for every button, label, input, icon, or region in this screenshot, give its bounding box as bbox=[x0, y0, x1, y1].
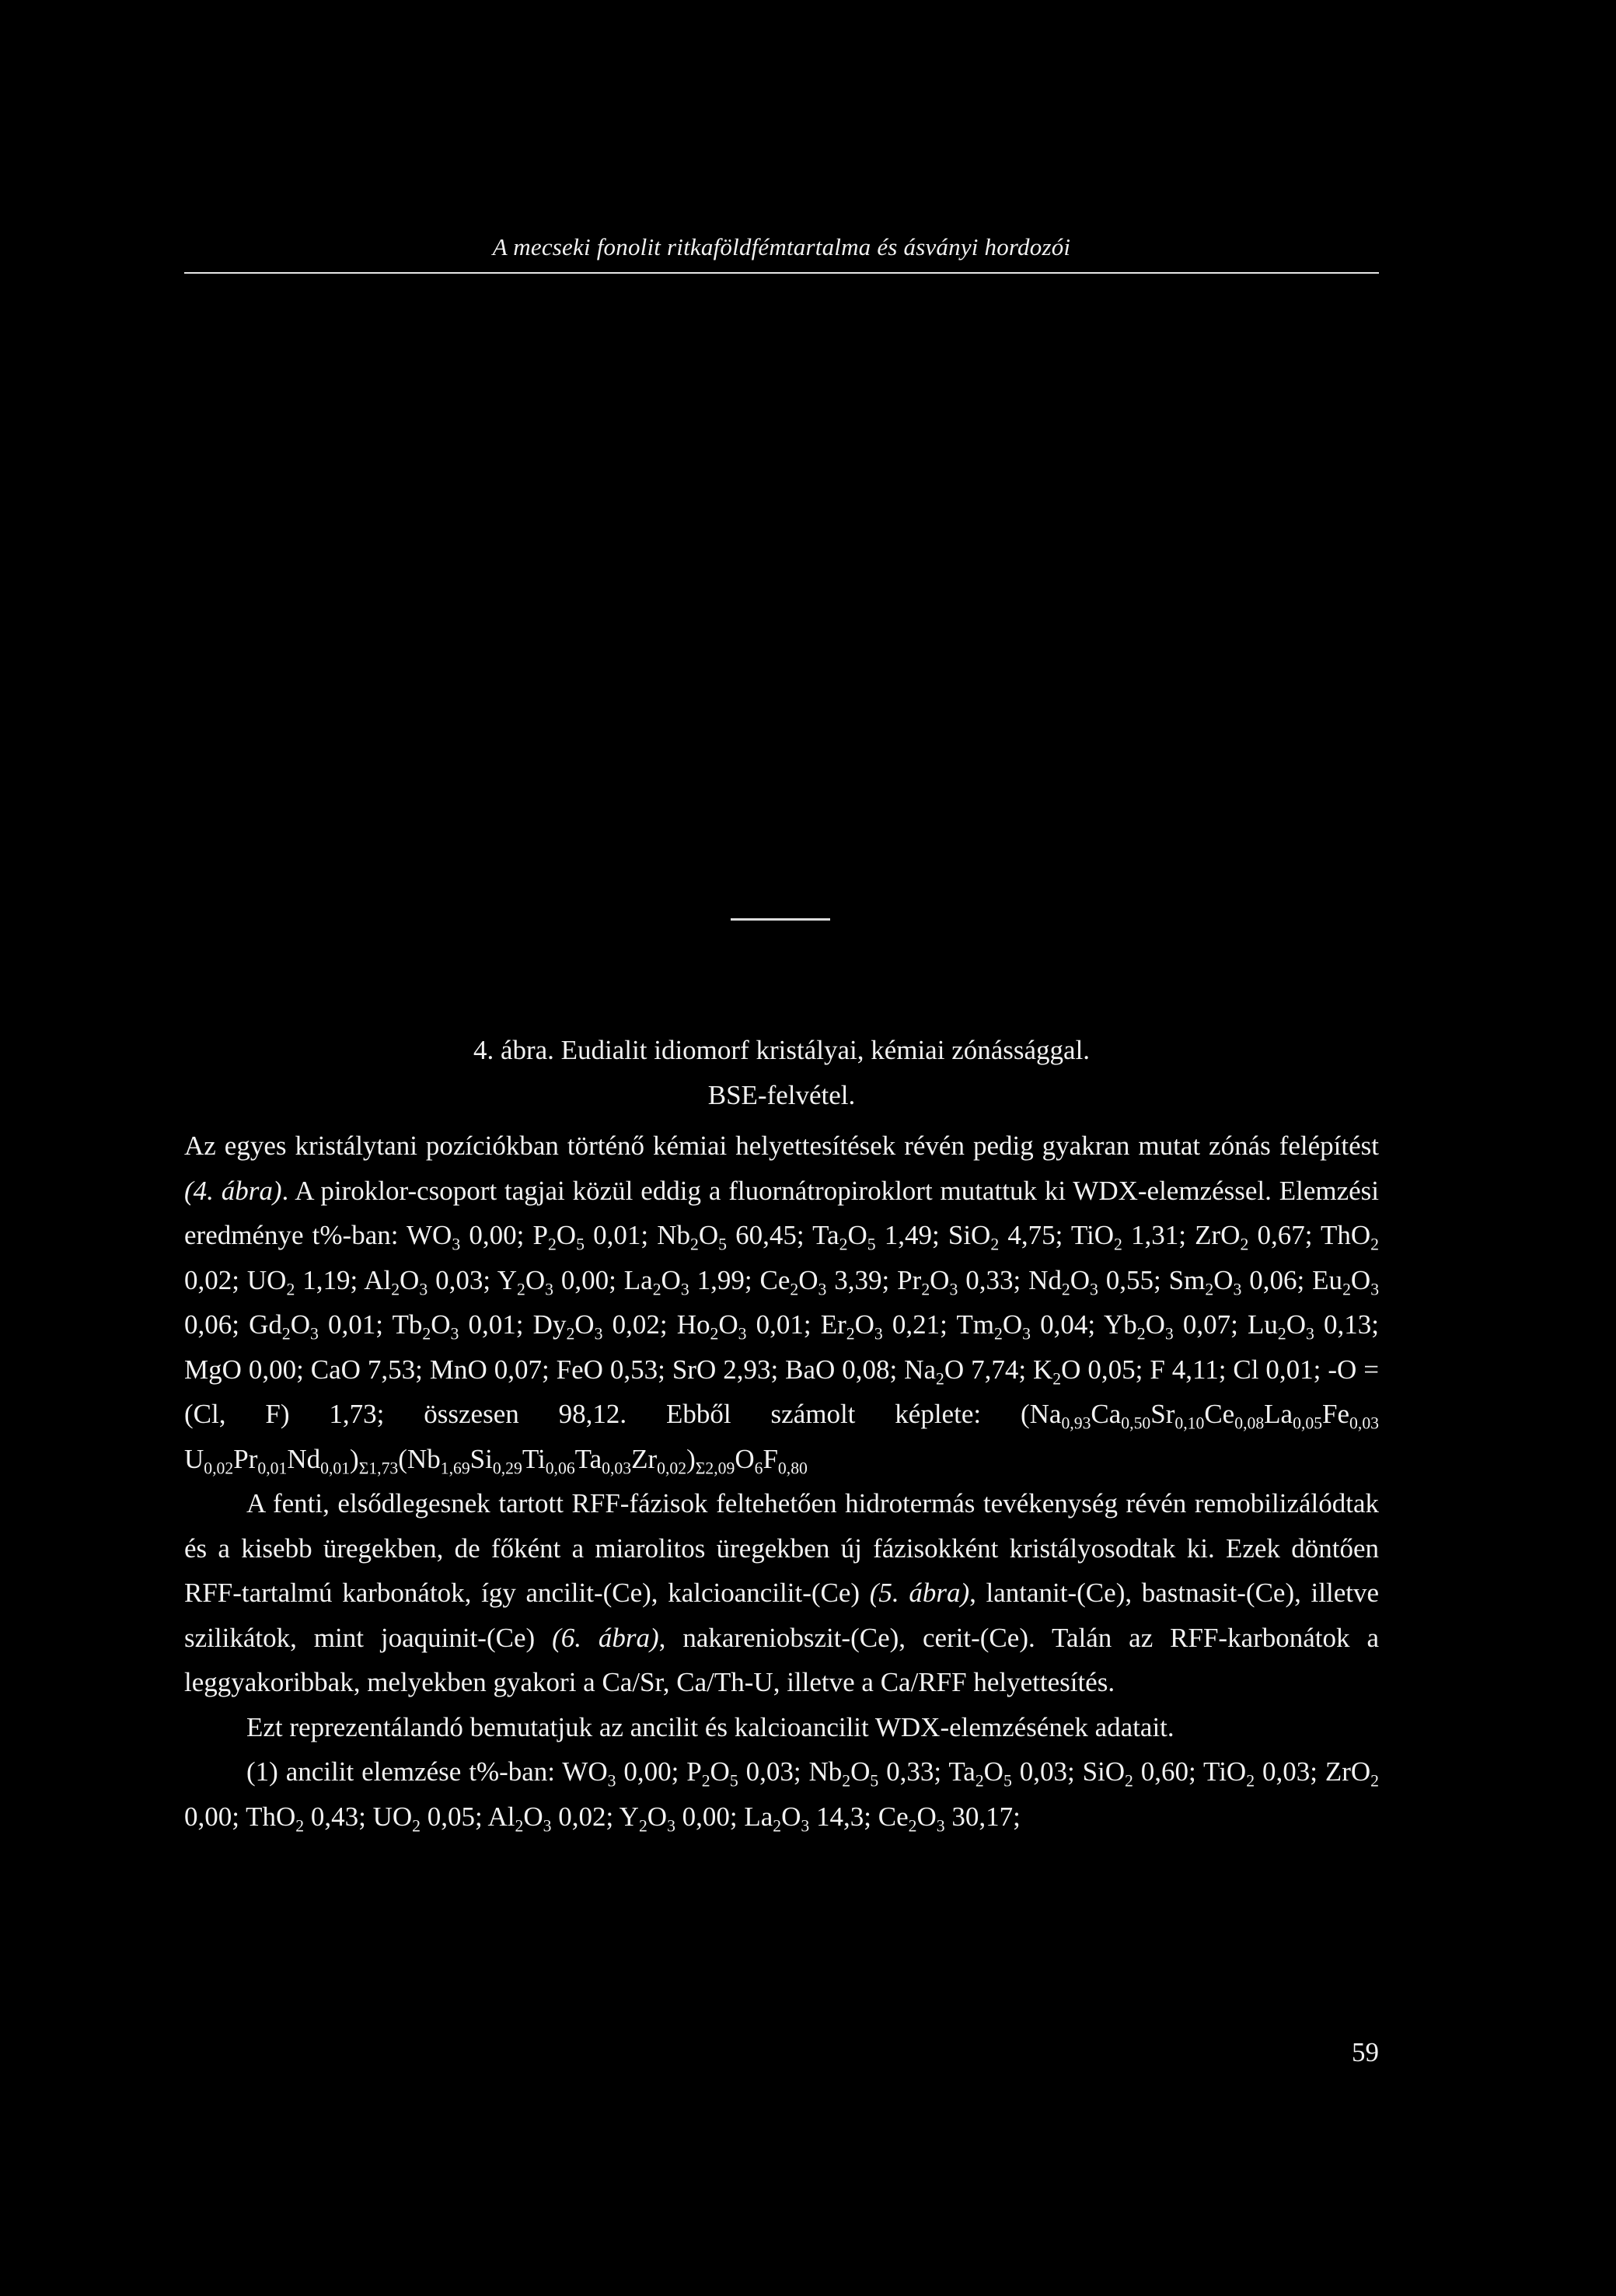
caption-line-2: BSE-felvétel. bbox=[707, 1080, 856, 1110]
article-body bbox=[184, 1124, 1379, 1839]
paragraph-ancilit-analysis: (1) ancilit elemzése t%-ban: $WO_3$ 0,00; $P_2O_5$ 0,03; $Nb_2O_5$ 0,33; $Ta_2O_5$ 0,03; SiO$_2$ 0,60; TiO$_2$ 0,03; ZrO$_2$ 0,00; ThO$_2$ 0,43; $UO_2$ 0,05; $Al_2O_3$ 0,02; $Y_2O_3$ 0,00; $La_2O_3$ 14,3; $Ce_2O_3$ 30,17; bbox=[184, 1756, 1379, 1836]
page-number: 59 bbox=[1352, 2037, 1379, 2067]
figure-ref-6[interactable]: (6. ábra) bbox=[552, 1622, 659, 1653]
figure-caption bbox=[184, 1028, 1379, 1118]
caption-line-1: 4. ábra. Eudialit idiomorf kristályai, kémiai zónássággal. bbox=[473, 1035, 1091, 1065]
paragraph-pyrochlore: Az egyes kristálytani pozíciókban történő kémiai helyettesítések révén pedig gyakran mutat zónás felépítést (4. ábra). A piroklor-csoport tagjai közül eddig a fluornátropiroklort mutattuk ki WDX-elemzéssel. Elemzési eredménye t%-ban: $WO_3$ 0,00; $P_2O_5$ 0,01; $Nb_2O_5$ 60,45; $Ta_2O_5$ 1,49; SiO$_2$ 4,75; TiO$_2$ 1,31; ZrO$_2$ 0,67; ThO$_2$ 0,02; $UO_2$ 1,19; $Al_2O_3$ 0,03; $Y_2O_3$ 0,00; $La_2O_3$ 1,99; $Ce_2O_3$ 3,39; $Pr_2O_3$ 0,33; $Nd_2O_3$ 0,55; $Sm_2O_3$ 0,06; $Eu_2O_3$ 0,06; $Gd_2O_3$ 0,01; $Tb_2O_3$ 0,01; $Dy_2O_3$ 0,02; $Ho_2O_3$ 0,01; $Er_2O_3$ 0,21; $Tm_2O_3$ 0,04; $Yb_2O_3$ 0,07; $Lu_2O_3$ 0,13; MgO 0,00; CaO 7,53; MnO 0,07; FeO 0,53; SrO 2,93; BaO 0,08; $Na_2O$ 7,74; $K_2O$ 0,05; F 4,11; Cl 0,01; -O = (Cl, F) 1,73; összesen 98,12. Ebből számolt képlete: ($Na_{0,93}Ca_{0,50}Sr_{0,10}Ce_{0,08}La_{0,05}Fe_{0,03}$ $U_{0,02}Pr_{0,01}Nd_{0,01})_{\Sigma 1,73}(Nb_{1,69}Si_{0,29}Ti_{0,06}Ta_{0,03}Zr_{0,02})_{\Sigma 2,09}O_6F_{0,80}$ bbox=[184, 1131, 1380, 1478]
paragraph-wdx-intro: Ezt reprezentálandó bemutatjuk az ancilit és kalcioancilit WDX-elemzésének adatait. bbox=[246, 1711, 1174, 1742]
running-header: A mecseki fonolit ritkaföldfémtartalma és ásványi hordozói bbox=[492, 233, 1071, 260]
figure-ref-5[interactable]: (5. ábra) bbox=[869, 1578, 970, 1608]
header-rule bbox=[184, 272, 1379, 274]
figure-ref-4[interactable]: (4. ábra) bbox=[184, 1175, 282, 1206]
figure-scale-bar bbox=[731, 918, 830, 921]
paragraph-rff-phases: A fenti, elsődlegesnek tartott RFF-fázisok feltehetően hidrotermás tevékenység révén remobilizálódtak és a kisebb üregekben, de főként a miarolitos üregekben új fázisokként kristályosodtak ki. Ezek döntően RFF-tartalmú karbonátok, így ancilit-(Ce), kalcioancilit-(Ce) (5. ábra), lantanit-(Ce), bastnasit-(Ce), illetve szilikátok, mint joaquinit-(Ce) (6. ábra), nakareniobszit-(Ce), cerit-(Ce). Talán az RFF-karbonátok a leggyakoribbak, melyekben gyakori a Ca/Sr, Ca/Th-U, illetve a Ca/RFF helyettesítés. bbox=[184, 1488, 1379, 1697]
figure-4-bse-image bbox=[184, 288, 1379, 1011]
